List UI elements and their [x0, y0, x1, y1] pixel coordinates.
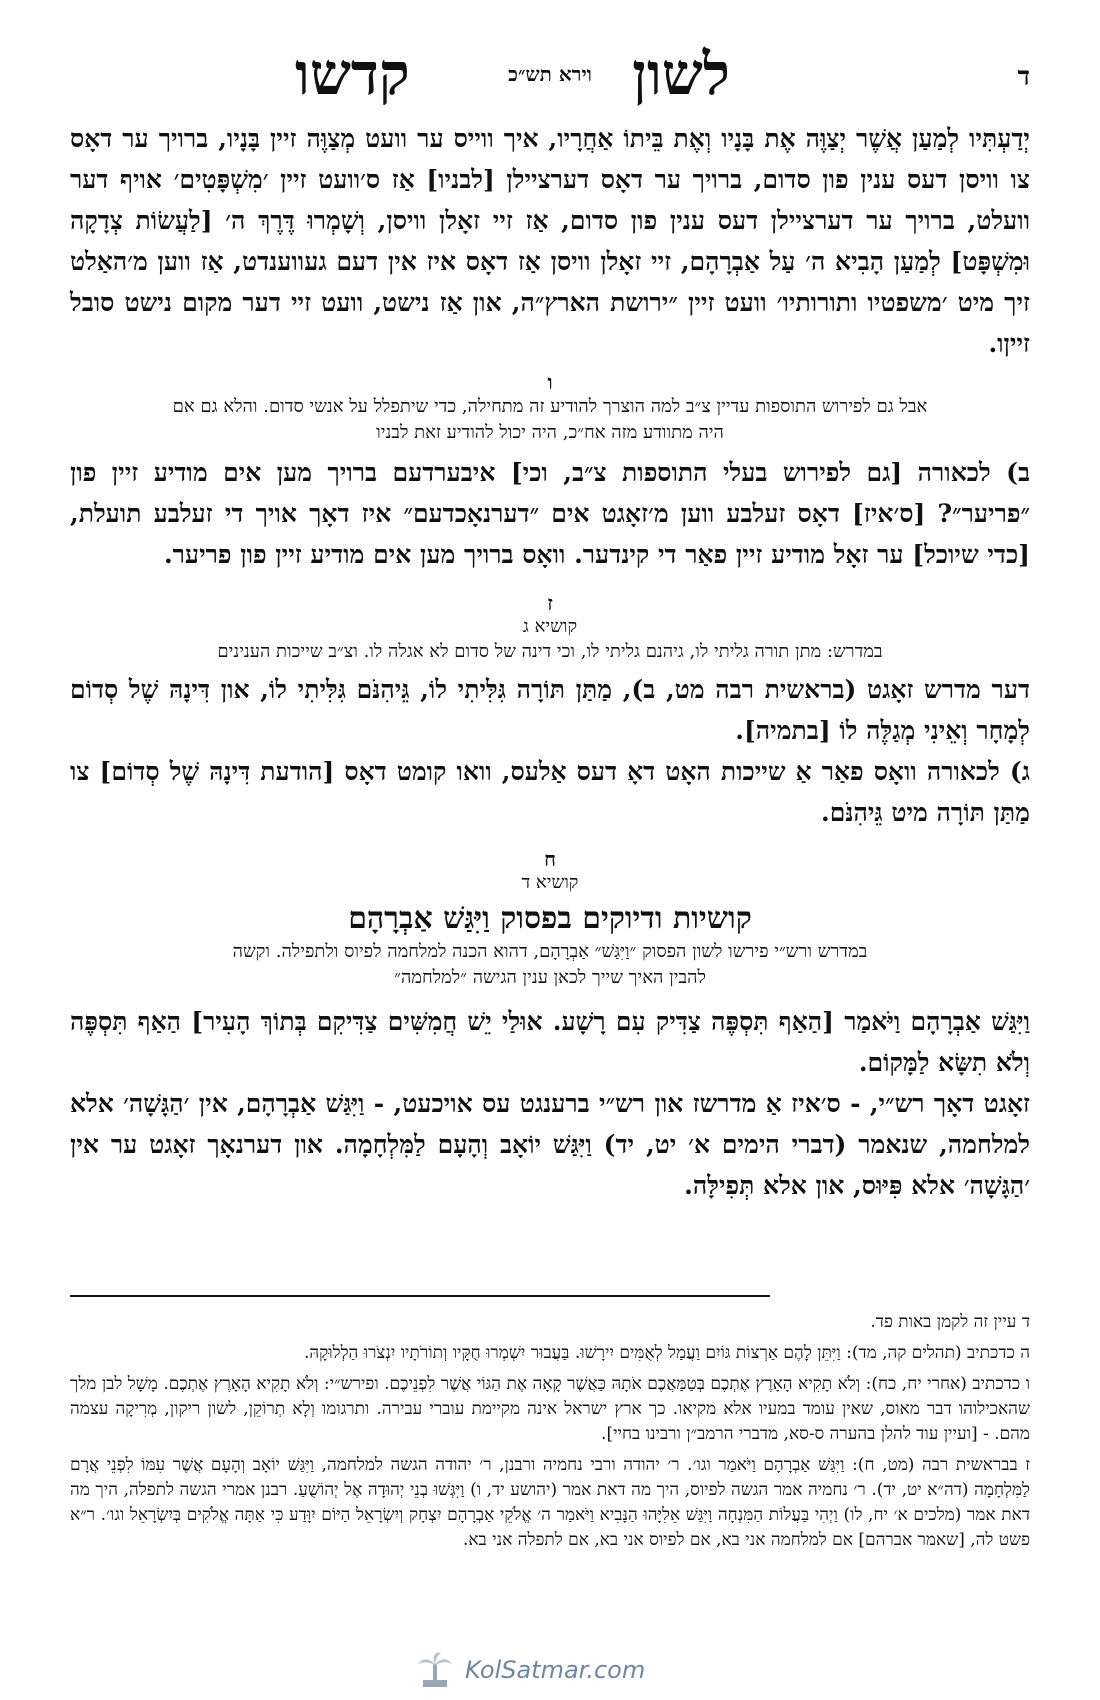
- section-title: קושיות ודיוקים בפסוק וַיִּגַּשׁ אַבְרָהָם: [348, 901, 752, 936]
- kushya-label: קושיא ג: [522, 616, 578, 637]
- site-logo[interactable]: [415, 1650, 645, 1690]
- section-letter: ז: [547, 591, 553, 615]
- paragraph: יְדַעְתִּיו לְמַעַן אֲשֶׁר יְצַוֶּה אֶת בָּנָיו וְאֶת בֵּיתוֹ אַחֲרָיו, איך ווייס ער וועט מְצַוֶּה זיין בָּנָיו, ברויך ער דאָס צו וויסן דעס ענין פון סדום, ברויך ער דאָס דערציילן [לבניו] אַז ס׳וועט זיין ׳מִשְׁפָּטִים׳ אויף דער וועלט, ברויך ער דערציילן דעס ענין פון סדום, אַז זיי זאָלן וויסן, וְשָׁמְרוּ דֶּרֶךְ ה׳ [לַעֲשׂוֹת צְדָקָה וּמִשְׁפָּט] לְמַעַן הָבִיא ה׳ עַל אַבְרָהָם, זיי זאָלן וויסן אַז דאָס איז אין דעם געווענדט, אַז ווען מ׳האַלט זיך מיט ׳משפטיו ותורותיו׳ וועט זיין ״ירושת הארץ״ה, און אַז נישט, וועט זיי דער מקום נישט סובל זייןו.: [70, 124, 1030, 358]
- paragraph: דער מדרש זאָגט (בראשית רבה מט, ב), מַתַּן תּוֹרָה גִּלִּיתִי לוֹ, גֵּיהִנֹּם גִּלִּיתִי לוֹ, און דִּינָהּ שֶׁל סְדוֹם לְמָחָר וְאֵינִי מְגַלֶּה לוֹ [בתמיה].: [70, 675, 1030, 745]
- section-note: אבל גם לפירוש התוספות עדיין צ״ב למה הוצרך להודיע זה מתחילה, כדי שיתפלל על אנשי סדום. והלא גם אם היה מתוודע מזה אח״כ, היה יכול להודיע זאת לבניו: [172, 396, 928, 443]
- section-letter: ח: [544, 847, 556, 871]
- main-text: [70, 118, 1030, 1206]
- footnote: ו כדכתיב (אחרי יח, כח): וְלֹא תָקִיא הָאָרֶץ אֶתְכֶם בְּטַמַּאֲכֶם אֹתָהּ כַּאֲשֶׁר קָאָה אֶת הַגּוֹי אֲשֶׁר לִפְנֵיכֶם. ופירש״י: וְלֹא תָקִיא הָאָרֶץ אֶתְכֶם. מָשָׁל לבן מלך שהאכילוהו דבר מאוס, שאין עומד במעיו אלא מקיאו. כך ארץ ישראל אינה מקיימת עוברי עבירה. ותרגומו וְלָא תְרוֹקֵן, לשון ריקון, מְרִיקָה עצמה מהם. - [ועיין עוד להלן בהערה ס-סא, מדברי הרמב״ן ורבינו בחיי].: [70, 1374, 1030, 1444]
- section-note: במדרש ורש״י פירשו לשון הפסוק ״וַיִּגַּשׁ״ אַבְרָהָם, דהוא הכנה למלחמה לפיוס ולתפילה. וקשה להבין האיך שייך לכאן ענין הגישה ״למלחמה״: [232, 941, 868, 988]
- section-letter: ו: [547, 370, 553, 394]
- paragraph: זאָגט דאָך רש״י, - ס׳איז אַ מדרשז און רש״י ברענגט עס אויכעט, - וַיִּגַּשׁ אַבְרָהָם, אין ׳הַגָּשָׁה׳ אלא למלחמה, שנאמר (דברי הימים א׳ יט, יד) וַיִּגַּשׁ יוֹאָב וְהָעָם לַמִּלְחָמָה. און דערנאָך זאָגט ער אין ׳הַגָּשָׁה׳ אלא פִּיּוּס, און אלא תְּפִילָּה.: [70, 1089, 1030, 1200]
- paragraph: ב) לכאורה [גם לפירוש בעלי התוספות צ״ב, וכי] איבערדעם ברויך מען אים מודיע זיין פון ״פריער״? [ס׳איז] דאָס זעלבע ווען מ׳זאָגט אים ״דערנאָכדעם״ איז דאָך אויך די זעלבע תועלת, [כדי שיוכל] ער זאָל מודיע זיין פאַר די קינדער. וואָס ברויך מען אים מודיע זיין פון פריער.: [70, 458, 1030, 569]
- paragraph: וַיִּגַּשׁ אַבְרָהָם וַיֹּאמַר [הַאַף תִּסְפֶּה צַדִּיק עִם רָשָׁע. אוּלַי יֵשׁ חֲמִשִּׁים צַדִּיקִם בְּתוֹךְ הָעִיר] הַאַף תִּסְפֶּה וְלֹא תִשָּׂא לַמָּקוֹם.: [70, 1007, 1030, 1077]
- kushya-label: קושיא ד: [521, 872, 579, 893]
- page-number: ד: [1017, 62, 1030, 92]
- palm-tree-book-icon: [415, 1650, 455, 1690]
- page-header: [70, 40, 1030, 110]
- footnote-divider: [70, 1295, 770, 1297]
- header-title-right: לשון: [632, 40, 730, 108]
- paragraph: ג) לכאורה וואָס פאַר אַ שייכות האָט דאָ דעס אַלעס, וואו קומט דאָס [הודעת דִּינָהּ שֶׁל סְדוֹם] צו מַתַּן תּוֹרָה מיט גֵּיהִנֹּם.: [70, 757, 1030, 827]
- footnotes: [70, 1310, 1030, 1559]
- header-title-left: קדשו: [295, 40, 410, 108]
- site-logo-text: KolSatmar.com: [465, 1656, 646, 1684]
- section-note: במדרש: מתן תורה גליתי לו, גיהנם גליתי לו, וכי דינה של סדום לא אגלה לו. וצ״ב שייכות הענינים: [217, 641, 883, 662]
- footnote: ד עיין זה לקמן באות פד.: [870, 1312, 1030, 1332]
- footnote: ה כדכתיב (תהלים קה, מד): וַיִּתֵּן לָהֶם אַרְצוֹת גּוֹיִם וַעֲמַל לְאֻמִּים יִירָשׁוּ. בַּעֲבוּר יִשְׁמְרוּ חֻקָּיו וְתוֹרֹתָיו יִנְצֹרוּ הַלְלוּקָהּ.: [304, 1343, 1030, 1363]
- header-parsha: וירא תש״כ: [508, 62, 592, 86]
- footnote: ז בבראשית רבה (מט, ח): וַיִּגַּשׁ אַבְרָהָם וַיֹּאמַר וגו׳. ר׳ יהודה ורבי נחמיה ורבנן, ר׳ יהודה הגשה למלחמה, וַיִּגַּשׁ יוֹאָב וְהָעָם אֲשֶׁר עִמּוֹ לִפְנֵי אֲרָם לַמִּלְחָמָה (דה״א יט, יד). ר׳ נחמיה אמר הגשה לפיוס, היך מה דאת אמר (יהושע יד, ו) וַיִּגְּשׁוּ בְנֵי יְהוּדָה אֶל יְהוֹשֻׁעַ. רבנן אמרי הגשה לתפלה, היך מה דאת אמר (מלכים א׳ יח, לו) וַיְהִי בַּעֲלוֹת הַמִּנְחָה וַיִּגַּשׁ אֵלִיָּהוּ הַנָּבִיא וַיֹּאמַר ה׳ אֱלֹקֵי אַבְרָהָם יִצְחָק וְיִשְׂרָאֵל הַיּוֹם יִוָּדַע כִּי אַתָּה אֱלֹקִים בְּיִשְׂרָאֵל וגו׳. ר״א פשט לה, [שאמר אברהם] אם למלחמה אני בא, אם לפיוס אני בא, אם לתפלה אני בא.: [70, 1455, 1030, 1550]
